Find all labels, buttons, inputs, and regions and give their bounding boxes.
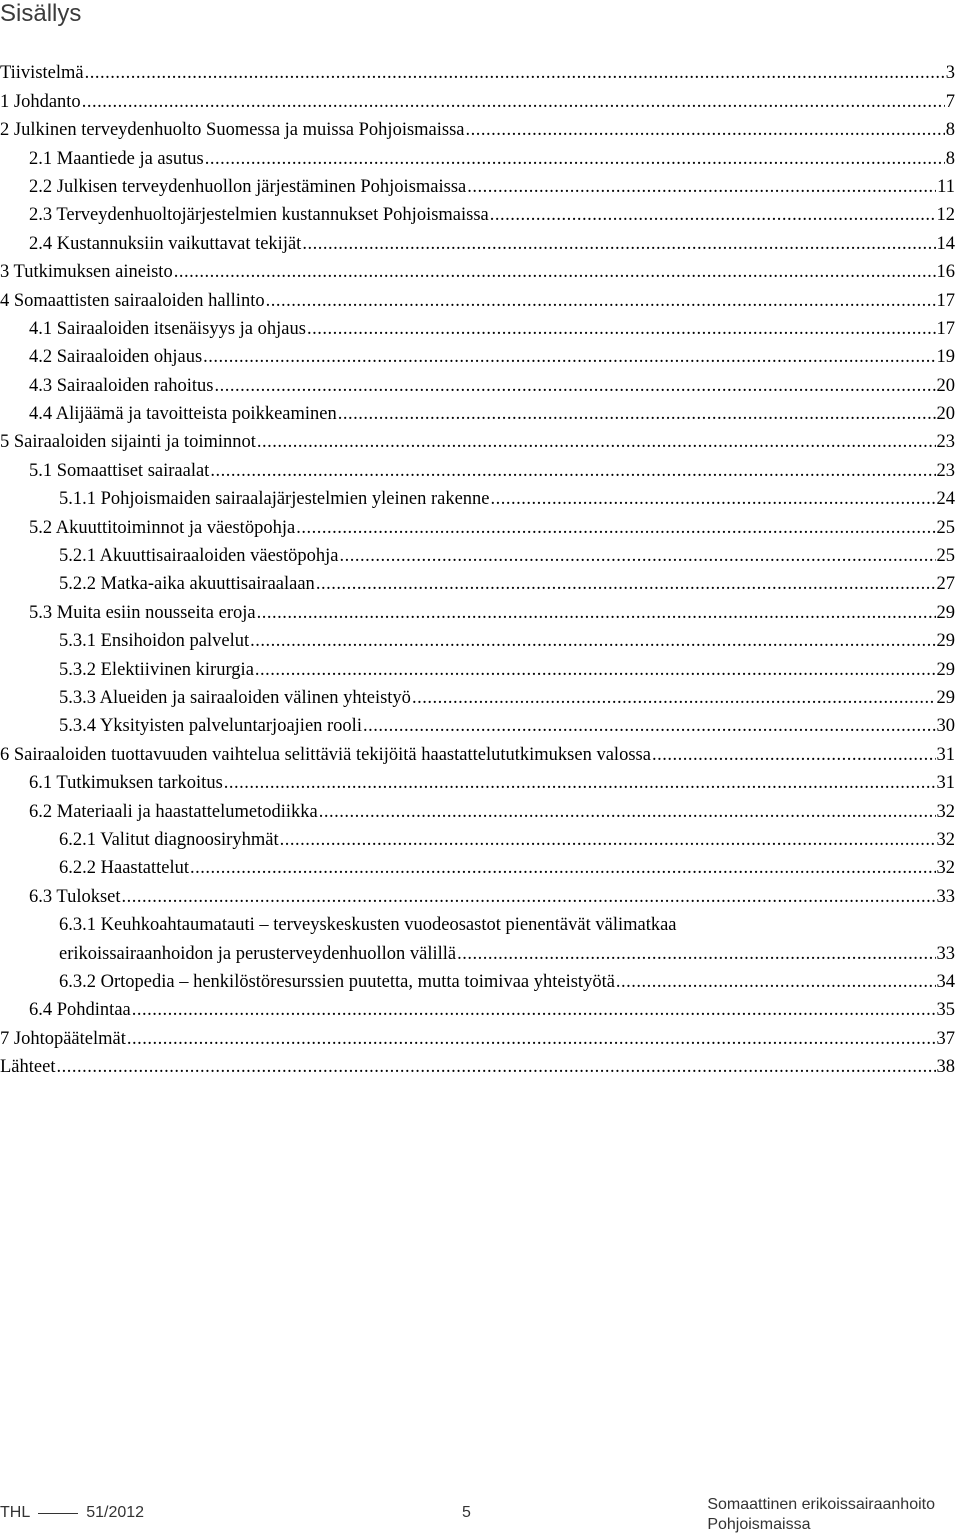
toc-entry-title-line: 6.3.1 Keuhkoahtaumatauti – terveyskeskusten vuodeosastot pienentävät välimatkaa bbox=[59, 915, 677, 936]
toc-entry-title: 4.1 Sairaaloiden itsenäisyys ja ohjaus bbox=[29, 318, 306, 339]
toc-entry[interactable] bbox=[0, 737, 955, 765]
page-footer bbox=[0, 1495, 955, 1535]
toc-leader-dots bbox=[82, 91, 945, 113]
toc-entry[interactable] bbox=[0, 766, 955, 794]
toc-entry[interactable] bbox=[0, 84, 955, 112]
toc-leader-dots bbox=[205, 148, 945, 170]
toc-entry[interactable] bbox=[0, 141, 955, 169]
toc-entry-title: 2.1 Maantiede ja asutus bbox=[29, 148, 204, 169]
toc-entry[interactable] bbox=[0, 908, 955, 965]
toc-entry[interactable] bbox=[0, 56, 955, 84]
toc-entry-page: 37 bbox=[936, 1028, 955, 1049]
toc-leader-dots bbox=[174, 261, 936, 283]
toc-entry[interactable] bbox=[0, 255, 955, 283]
toc-leader-dots bbox=[316, 573, 936, 595]
toc-leader-dots bbox=[257, 431, 936, 453]
footer-publisher: THL bbox=[0, 1504, 31, 1521]
toc-entry-title: 5.2.2 Matka-aika akuuttisairaalaan bbox=[59, 574, 315, 595]
toc-entry-title: 6.2 Materiaali ja haastattelumetodiikka bbox=[29, 801, 318, 822]
toc-entry-page: 32 bbox=[936, 858, 955, 879]
toc-leader-dots bbox=[307, 318, 936, 340]
toc-leader-dots bbox=[319, 801, 936, 823]
toc-leader-dots bbox=[412, 687, 936, 709]
toc-entry-title: 1 Johdanto bbox=[0, 91, 81, 112]
toc-entry-page: 33 bbox=[936, 886, 955, 907]
toc-entry[interactable] bbox=[0, 425, 955, 453]
toc-leader-dots bbox=[56, 1056, 935, 1078]
toc-entry[interactable] bbox=[0, 709, 955, 737]
footer-publication bbox=[0, 1504, 144, 1522]
toc-entry-title: Lähteet bbox=[0, 1057, 56, 1078]
toc-entry-page: 17 bbox=[936, 290, 955, 311]
toc-entry-page: 12 bbox=[936, 205, 955, 226]
toc-entry[interactable] bbox=[0, 539, 955, 567]
toc-entry-title: 6.2.2 Haastattelut bbox=[59, 858, 189, 879]
toc-leader-dots bbox=[203, 346, 935, 368]
toc-entry[interactable] bbox=[0, 1050, 955, 1078]
toc-leader-dots bbox=[210, 460, 935, 482]
toc-entry-page: 23 bbox=[936, 460, 955, 481]
footer-page-number: 5 bbox=[462, 1504, 471, 1521]
toc-entry-title: 4.2 Sairaaloiden ohjaus bbox=[29, 347, 203, 368]
toc-entry[interactable] bbox=[0, 567, 955, 595]
toc-entry-page: 27 bbox=[936, 574, 955, 595]
toc-leader-dots bbox=[257, 602, 936, 624]
toc-entry-page: 29 bbox=[936, 602, 955, 623]
toc-entry-title: 3 Tutkimuksen aineisto bbox=[0, 262, 173, 283]
toc-leader-dots bbox=[224, 772, 936, 794]
toc-entry-page: 34 bbox=[936, 971, 955, 992]
toc-entry-page: 31 bbox=[936, 744, 955, 765]
toc-entry[interactable] bbox=[0, 652, 955, 680]
toc-entry-title: 4.4 Alijäämä ja tavoitteista poikkeaminen bbox=[29, 404, 337, 425]
toc-leader-dots bbox=[132, 999, 936, 1021]
toc-entry-page: 25 bbox=[936, 517, 955, 538]
toc-entry-title: 4 Somaattisten sairaaloiden hallinto bbox=[0, 290, 265, 311]
toc-entry-page: 20 bbox=[936, 404, 955, 425]
toc-entry-title: Tiivistelmä bbox=[0, 63, 84, 84]
toc-leader-dots bbox=[363, 715, 936, 737]
toc-entry-title: 6 Sairaaloiden tuottavuuden vaihtelua selittäviä tekijöitä haastattelututkimuksen valossa bbox=[0, 744, 651, 765]
toc-entry-page: 24 bbox=[936, 489, 955, 510]
toc-entry-title-continuation: erikoissairaanhoidon ja perusterveydenhuollon välillä bbox=[59, 943, 457, 964]
toc-entry-title: 5 Sairaaloiden sijainti ja toiminnot bbox=[0, 432, 256, 453]
toc-leader-dots bbox=[296, 517, 935, 539]
toc-entry[interactable] bbox=[0, 851, 955, 879]
toc-leader-dots bbox=[490, 204, 936, 226]
toc-entry-title: 4.3 Sairaaloiden rahoitus bbox=[29, 375, 214, 396]
toc-entry-page: 29 bbox=[936, 687, 955, 708]
toc-entry-page: 29 bbox=[936, 631, 955, 652]
toc-entry[interactable] bbox=[0, 879, 955, 907]
footer-title-line-1: Somaattinen erikoissairaanhoito bbox=[707, 1496, 935, 1513]
toc-entry-page: 8 bbox=[945, 120, 955, 141]
toc-entry-title: 5.3.3 Alueiden ja sairaaloiden välinen yhteistyö bbox=[59, 687, 411, 708]
toc-entry-title: 6.1 Tutkimuksen tarkoitus bbox=[29, 773, 223, 794]
toc-entry[interactable] bbox=[0, 965, 955, 993]
toc-leader-dots bbox=[122, 886, 936, 908]
toc-entry-page: 7 bbox=[945, 91, 955, 112]
toc-entry-page: 38 bbox=[936, 1057, 955, 1078]
toc-entry[interactable] bbox=[0, 823, 955, 851]
toc-entry-page: 32 bbox=[936, 801, 955, 822]
toc-leader-dots bbox=[302, 233, 935, 255]
toc-entry[interactable] bbox=[0, 368, 955, 396]
toc-entry-page: 16 bbox=[936, 262, 955, 283]
toc-leader-dots bbox=[340, 545, 936, 567]
toc-leader-dots bbox=[491, 488, 936, 510]
toc-entry[interactable] bbox=[0, 170, 955, 198]
toc-entry-page: 33 bbox=[936, 943, 955, 964]
toc-entry-title: 2.3 Terveydenhuoltojärjestelmien kustannukset Pohjoismaissa bbox=[29, 205, 489, 226]
toc-entry-title: 6.3.2 Ortopedia – henkilöstöresurssien puutetta, mutta toimivaa yhteistyötä bbox=[59, 971, 615, 992]
footer-title-line-2: Pohjoismaissa bbox=[707, 1516, 811, 1533]
toc-entry-title: 5.1 Somaattiset sairaalat bbox=[29, 460, 210, 481]
toc-entry-title: 5.2.1 Akuuttisairaaloiden väestöpohja bbox=[59, 546, 339, 567]
toc-entry[interactable] bbox=[0, 226, 955, 254]
footer-title bbox=[707, 1495, 935, 1535]
toc-entry-page: 3 bbox=[945, 63, 955, 84]
toc-entry-page: 25 bbox=[936, 546, 955, 567]
toc-entry-title: 6.4 Pohdintaa bbox=[29, 1000, 131, 1021]
toc-leader-dots bbox=[652, 744, 936, 766]
toc-leader-dots bbox=[467, 176, 936, 198]
toc-entry-page: 23 bbox=[936, 432, 955, 453]
toc-entry-title: 2.4 Kustannuksiin vaikuttavat tekijät bbox=[29, 233, 302, 254]
toc-entry-title: 2.2 Julkisen terveydenhuollon järjestäminen Pohjoismaissa bbox=[29, 176, 467, 197]
toc-entry[interactable] bbox=[0, 113, 955, 141]
toc-entry[interactable] bbox=[0, 482, 955, 510]
page-heading: Sisällys bbox=[0, 0, 82, 27]
toc-entry-page: 30 bbox=[936, 716, 955, 737]
toc-leader-dots bbox=[255, 659, 936, 681]
toc-entry-title: 7 Johtopäätelmät bbox=[0, 1028, 126, 1049]
toc-entry[interactable] bbox=[0, 681, 955, 709]
toc-entry-title: 6.3 Tulokset bbox=[29, 886, 121, 907]
toc-entry-title: 2 Julkinen terveydenhuolto Suomessa ja muissa Pohjoismaissa bbox=[0, 120, 465, 141]
toc-leader-dots bbox=[127, 1028, 936, 1050]
footer-divider bbox=[38, 1513, 78, 1514]
toc-leader-dots bbox=[457, 943, 935, 965]
toc-entry-title: 5.3.1 Ensihoidon palvelut bbox=[59, 631, 250, 652]
toc-entry-title: 5.3.4 Yksityisten palveluntarjoajien rooli bbox=[59, 716, 362, 737]
toc-leader-dots bbox=[266, 290, 936, 312]
toc-entry[interactable] bbox=[0, 510, 955, 538]
toc-entry[interactable] bbox=[0, 624, 955, 652]
toc-entry-page: 17 bbox=[936, 318, 955, 339]
toc-leader-dots bbox=[85, 62, 945, 84]
footer-report-number: 51/2012 bbox=[86, 1504, 145, 1521]
toc-entry-page: 29 bbox=[936, 659, 955, 680]
toc-leader-dots bbox=[338, 403, 936, 425]
toc-leader-dots bbox=[466, 119, 945, 141]
toc-entry[interactable] bbox=[0, 993, 955, 1021]
toc-entry[interactable] bbox=[0, 283, 955, 311]
toc-entry-title: 5.1.1 Pohjoismaiden sairaalajärjestelmien yleinen rakenne bbox=[59, 489, 490, 510]
toc-leader-dots bbox=[214, 375, 935, 397]
toc-entry-page: 31 bbox=[936, 773, 955, 794]
toc-leader-dots bbox=[190, 857, 936, 879]
toc-entry[interactable] bbox=[0, 1021, 955, 1049]
toc-entry-page: 14 bbox=[936, 233, 955, 254]
toc-entry-title: 6.2.1 Valitut diagnoosiryhmät bbox=[59, 829, 279, 850]
toc-entry-page: 11 bbox=[937, 176, 955, 197]
toc-entry-row bbox=[0, 936, 955, 964]
toc-entry[interactable] bbox=[0, 453, 955, 481]
toc-entry-title: 5.3.2 Elektiivinen kirurgia bbox=[59, 659, 254, 680]
toc-entry-title: 5.2 Akuuttitoiminnot ja väestöpohja bbox=[29, 517, 296, 538]
toc-entry-page: 8 bbox=[945, 148, 955, 169]
toc-leader-dots bbox=[250, 630, 935, 652]
toc-entry-page: 35 bbox=[936, 1000, 955, 1021]
toc-entry-title: 5.3 Muita esiin nousseita eroja bbox=[29, 602, 256, 623]
toc-entry[interactable] bbox=[0, 312, 955, 340]
toc-leader-dots bbox=[616, 971, 936, 993]
table-of-contents bbox=[0, 56, 955, 1078]
toc-entry[interactable] bbox=[0, 794, 955, 822]
toc-entry[interactable] bbox=[0, 198, 955, 226]
toc-entry-page: 20 bbox=[936, 375, 955, 396]
toc-entry[interactable] bbox=[0, 397, 955, 425]
toc-entry[interactable] bbox=[0, 340, 955, 368]
toc-entry-page: 32 bbox=[936, 829, 955, 850]
toc-entry-page: 19 bbox=[936, 347, 955, 368]
toc-entry[interactable] bbox=[0, 595, 955, 623]
toc-leader-dots bbox=[280, 829, 936, 851]
